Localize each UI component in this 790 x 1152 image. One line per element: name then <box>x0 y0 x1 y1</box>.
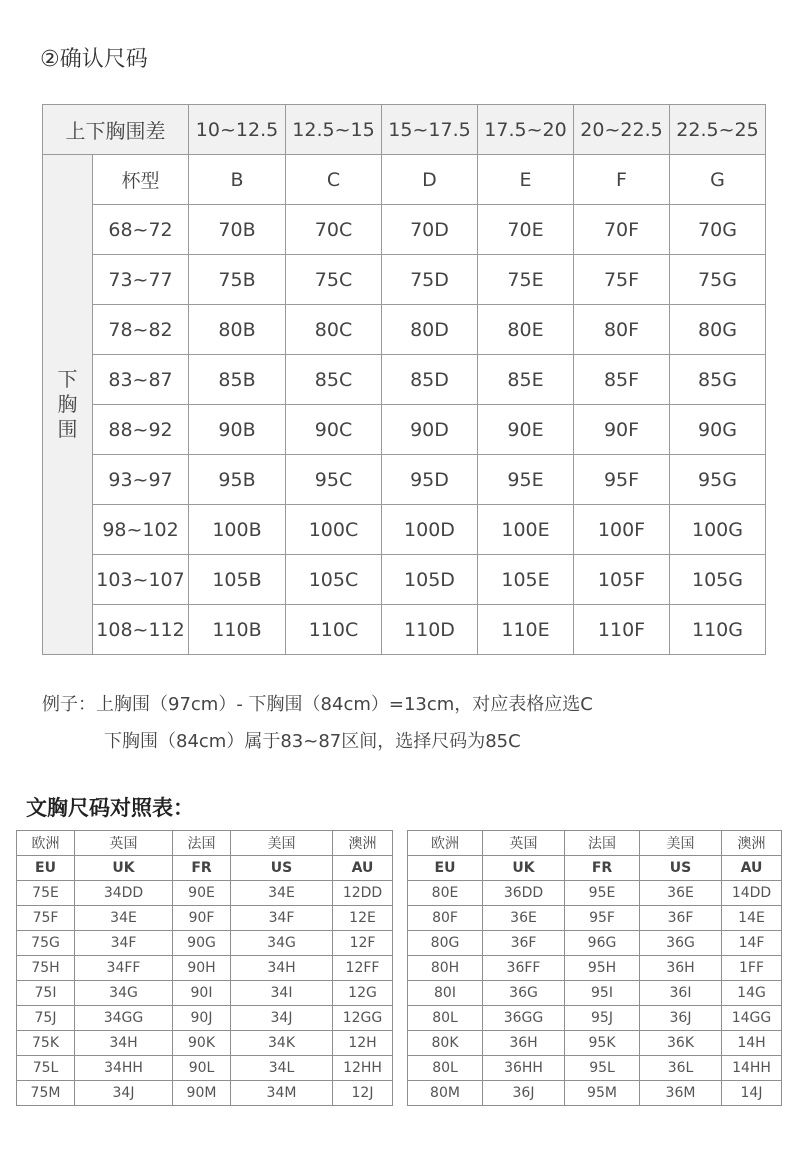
size-cell: 105F <box>574 555 670 605</box>
size-cell: 105C <box>286 555 382 605</box>
compare-row <box>17 881 393 906</box>
compare-row <box>408 1006 782 1031</box>
compare-cell: 36K <box>640 1031 722 1056</box>
example-line-1: 例子：上胸围（97cm）- 下胸围（84cm）=13cm，对应表格应选C <box>42 694 593 715</box>
range-header-label: 上下胸围差 <box>43 105 189 155</box>
compare-cell: 90J <box>173 1006 231 1031</box>
size-cell: 85E <box>478 355 574 405</box>
size-row <box>43 355 766 405</box>
compare-cell: 12HH <box>333 1056 393 1081</box>
compare-cell: 36E <box>640 881 722 906</box>
compare-cell: 36HH <box>483 1056 565 1081</box>
cup-cell: F <box>574 155 670 205</box>
cup-cell: D <box>382 155 478 205</box>
region-header-cell: 法国 <box>565 831 640 856</box>
compare-cell: 95E <box>565 881 640 906</box>
compare-cell: 36F <box>483 931 565 956</box>
compare-cell: 80E <box>408 881 483 906</box>
cup-cell: E <box>478 155 574 205</box>
region-header-cell: 美国 <box>640 831 722 856</box>
compare-cell: 36H <box>483 1031 565 1056</box>
code-header-cell: UK <box>483 856 565 881</box>
compare-table-left <box>16 830 393 1106</box>
size-cell: 110G <box>670 605 766 655</box>
compare-cell: 34G <box>231 931 333 956</box>
compare-cell: 12FF <box>333 956 393 981</box>
compare-cell: 1FF <box>722 956 782 981</box>
band-cell: 73~77 <box>93 255 189 305</box>
size-cell: 95E <box>478 455 574 505</box>
cup-cell: G <box>670 155 766 205</box>
size-cell: 105D <box>382 555 478 605</box>
compare-cell: 36GG <box>483 1006 565 1031</box>
compare-cell: 75H <box>17 956 75 981</box>
size-cell: 90G <box>670 405 766 455</box>
size-cell: 70E <box>478 205 574 255</box>
cup-label: 杯型 <box>93 155 189 205</box>
band-cell: 78~82 <box>93 305 189 355</box>
code-header-cell: FR <box>173 856 231 881</box>
size-cell: 110D <box>382 605 478 655</box>
compare-cell: 14DD <box>722 881 782 906</box>
compare-cell: 80G <box>408 931 483 956</box>
compare-cell: 80M <box>408 1081 483 1106</box>
compare-cell: 14E <box>722 906 782 931</box>
compare-cell: 80K <box>408 1031 483 1056</box>
compare-row <box>17 931 393 956</box>
compare-cell: 14G <box>722 981 782 1006</box>
size-cell: 95G <box>670 455 766 505</box>
range-header-cell: 20~22.5 <box>574 105 670 155</box>
range-header-cell: 22.5~25 <box>670 105 766 155</box>
example-line-2: 下胸围（84cm）属于83~87区间，选择尺码为85C <box>104 731 521 752</box>
compare-cell: 34H <box>231 956 333 981</box>
size-cell: 75B <box>189 255 286 305</box>
size-row <box>43 255 766 305</box>
compare-cell: 95F <box>565 906 640 931</box>
code-header-row <box>17 856 393 881</box>
region-header-cell: 澳洲 <box>722 831 782 856</box>
compare-cell: 14HH <box>722 1056 782 1081</box>
compare-row <box>408 906 782 931</box>
size-cell: 95D <box>382 455 478 505</box>
compare-cell: 90H <box>173 956 231 981</box>
size-row <box>43 405 766 455</box>
compare-cell: 12F <box>333 931 393 956</box>
size-cell: 80F <box>574 305 670 355</box>
compare-row <box>408 931 782 956</box>
size-cell: 110F <box>574 605 670 655</box>
compare-cell: 34J <box>75 1081 173 1106</box>
underbust-side-label <box>43 155 93 655</box>
size-cell: 85F <box>574 355 670 405</box>
compare-cell: 90G <box>173 931 231 956</box>
compare-row <box>408 1056 782 1081</box>
compare-row <box>17 981 393 1006</box>
compare-cell: 36G <box>640 931 722 956</box>
compare-table-right <box>407 830 782 1106</box>
size-cell: 85D <box>382 355 478 405</box>
compare-cell: 75G <box>17 931 75 956</box>
region-header-cell: 美国 <box>231 831 333 856</box>
region-header-cell: 欧洲 <box>408 831 483 856</box>
compare-cell: 80L <box>408 1006 483 1031</box>
compare-cell: 34HH <box>75 1056 173 1081</box>
compare-cell: 95J <box>565 1006 640 1031</box>
size-cell: 95C <box>286 455 382 505</box>
compare-cell: 36M <box>640 1081 722 1106</box>
compare-cell: 36FF <box>483 956 565 981</box>
size-cell: 105G <box>670 555 766 605</box>
size-cell: 75C <box>286 255 382 305</box>
size-cell: 100G <box>670 505 766 555</box>
compare-cell: 34F <box>75 931 173 956</box>
size-cell: 90B <box>189 405 286 455</box>
compare-cell: 36DD <box>483 881 565 906</box>
size-row <box>43 205 766 255</box>
compare-cell: 34E <box>231 881 333 906</box>
compare-cell: 34FF <box>75 956 173 981</box>
size-table <box>42 104 766 655</box>
code-header-cell: EU <box>17 856 75 881</box>
size-cell: 85G <box>670 355 766 405</box>
region-header-cell: 澳洲 <box>333 831 393 856</box>
code-header-row <box>408 856 782 881</box>
size-cell: 85B <box>189 355 286 405</box>
code-header-cell: EU <box>408 856 483 881</box>
compare-cell: 34K <box>231 1031 333 1056</box>
region-header-cell: 欧洲 <box>17 831 75 856</box>
size-row <box>43 455 766 505</box>
compare-row <box>408 881 782 906</box>
code-header-cell: FR <box>565 856 640 881</box>
compare-cell: 34M <box>231 1081 333 1106</box>
range-header-cell: 15~17.5 <box>382 105 478 155</box>
size-cell: 80E <box>478 305 574 355</box>
code-header-cell: AU <box>333 856 393 881</box>
compare-cell: 95L <box>565 1056 640 1081</box>
code-header-cell: US <box>231 856 333 881</box>
compare-cell: 14F <box>722 931 782 956</box>
compare-cell: 95K <box>565 1031 640 1056</box>
compare-cell: 96G <box>565 931 640 956</box>
band-cell: 68~72 <box>93 205 189 255</box>
size-cell: 75F <box>574 255 670 305</box>
size-cell: 110B <box>189 605 286 655</box>
side-label-char: 围 <box>57 417 78 441</box>
compare-cell: 12H <box>333 1031 393 1056</box>
region-header-row <box>17 831 393 856</box>
compare-row <box>17 1006 393 1031</box>
compare-row <box>408 956 782 981</box>
size-cell: 105E <box>478 555 574 605</box>
size-cell: 75D <box>382 255 478 305</box>
band-cell: 83~87 <box>93 355 189 405</box>
compare-row <box>17 1081 393 1106</box>
range-header-row <box>43 105 766 155</box>
cup-cell: C <box>286 155 382 205</box>
cup-row <box>43 155 766 205</box>
compare-cell: 34J <box>231 1006 333 1031</box>
compare-cell: 75K <box>17 1031 75 1056</box>
band-cell: 98~102 <box>93 505 189 555</box>
size-cell: 75G <box>670 255 766 305</box>
size-cell: 95F <box>574 455 670 505</box>
compare-cell: 80H <box>408 956 483 981</box>
compare-row <box>408 1081 782 1106</box>
size-cell: 90F <box>574 405 670 455</box>
compare-cell: 14GG <box>722 1006 782 1031</box>
size-cell: 80G <box>670 305 766 355</box>
compare-cell: 34L <box>231 1056 333 1081</box>
region-header-row <box>408 831 782 856</box>
size-cell: 70G <box>670 205 766 255</box>
region-header-cell: 法国 <box>173 831 231 856</box>
compare-cell: 36L <box>640 1056 722 1081</box>
compare-cell: 75E <box>17 881 75 906</box>
compare-cell: 34F <box>231 906 333 931</box>
size-cell: 80C <box>286 305 382 355</box>
compare-cell: 90L <box>173 1056 231 1081</box>
size-row <box>43 555 766 605</box>
compare-cell: 34GG <box>75 1006 173 1031</box>
compare-cell: 12G <box>333 981 393 1006</box>
compare-cell: 80L <box>408 1056 483 1081</box>
compare-cell: 36J <box>640 1006 722 1031</box>
compare-cell: 95H <box>565 956 640 981</box>
example-notes <box>42 686 593 760</box>
size-row <box>43 305 766 355</box>
region-header-cell: 英国 <box>483 831 565 856</box>
compare-cell: 90K <box>173 1031 231 1056</box>
compare-title: 文胸尺码对照表： <box>26 796 194 820</box>
compare-cell: 34I <box>231 981 333 1006</box>
compare-cell: 34G <box>75 981 173 1006</box>
compare-row <box>17 1031 393 1056</box>
compare-cell: 36G <box>483 981 565 1006</box>
compare-row <box>17 906 393 931</box>
range-header-cell: 10~12.5 <box>189 105 286 155</box>
size-cell: 100C <box>286 505 382 555</box>
size-cell: 90D <box>382 405 478 455</box>
compare-cell: 80I <box>408 981 483 1006</box>
size-cell: 70F <box>574 205 670 255</box>
range-header-cell: 12.5~15 <box>286 105 382 155</box>
side-label-char: 下 <box>57 367 78 391</box>
size-cell: 90C <box>286 405 382 455</box>
compare-cell: 34E <box>75 906 173 931</box>
size-cell: 100E <box>478 505 574 555</box>
side-label-char: 胸 <box>57 392 78 416</box>
code-header-cell: UK <box>75 856 173 881</box>
size-cell: 80B <box>189 305 286 355</box>
range-header-cell: 17.5~20 <box>478 105 574 155</box>
compare-cell: 75F <box>17 906 75 931</box>
compare-cell: 80F <box>408 906 483 931</box>
size-row <box>43 605 766 655</box>
compare-cell: 95M <box>565 1081 640 1106</box>
size-cell: 70D <box>382 205 478 255</box>
compare-cell: 75L <box>17 1056 75 1081</box>
size-cell: 110E <box>478 605 574 655</box>
band-cell: 93~97 <box>93 455 189 505</box>
compare-cell: 95I <box>565 981 640 1006</box>
compare-cell: 36I <box>640 981 722 1006</box>
size-cell: 105B <box>189 555 286 605</box>
size-cell: 100D <box>382 505 478 555</box>
compare-cell: 75J <box>17 1006 75 1031</box>
cup-cell: B <box>189 155 286 205</box>
region-header-cell: 英国 <box>75 831 173 856</box>
size-cell: 100F <box>574 505 670 555</box>
compare-row <box>408 1031 782 1056</box>
size-cell: 110C <box>286 605 382 655</box>
compare-cell: 12GG <box>333 1006 393 1031</box>
compare-cell: 34H <box>75 1031 173 1056</box>
compare-cell: 90M <box>173 1081 231 1106</box>
code-header-cell: US <box>640 856 722 881</box>
compare-cell: 36F <box>640 906 722 931</box>
compare-cell: 90I <box>173 981 231 1006</box>
size-cell: 100B <box>189 505 286 555</box>
compare-cell: 75M <box>17 1081 75 1106</box>
compare-cell: 90E <box>173 881 231 906</box>
section-title: ②确认尺码 <box>40 47 148 72</box>
compare-cell: 36E <box>483 906 565 931</box>
compare-cell: 90F <box>173 906 231 931</box>
code-header-cell: AU <box>722 856 782 881</box>
compare-row <box>408 981 782 1006</box>
size-cell: 70C <box>286 205 382 255</box>
compare-cell: 36H <box>640 956 722 981</box>
compare-cell: 12E <box>333 906 393 931</box>
size-cell: 85C <box>286 355 382 405</box>
size-row <box>43 505 766 555</box>
compare-cell: 14H <box>722 1031 782 1056</box>
band-cell: 88~92 <box>93 405 189 455</box>
compare-cell: 34DD <box>75 881 173 906</box>
compare-cell: 12DD <box>333 881 393 906</box>
compare-cell: 14J <box>722 1081 782 1106</box>
size-cell: 90E <box>478 405 574 455</box>
compare-cell: 75I <box>17 981 75 1006</box>
size-cell: 80D <box>382 305 478 355</box>
compare-cell: 12J <box>333 1081 393 1106</box>
compare-row <box>17 1056 393 1081</box>
compare-row <box>17 956 393 981</box>
size-cell: 95B <box>189 455 286 505</box>
band-cell: 103~107 <box>93 555 189 605</box>
compare-cell: 36J <box>483 1081 565 1106</box>
size-cell: 75E <box>478 255 574 305</box>
size-cell: 70B <box>189 205 286 255</box>
band-cell: 108~112 <box>93 605 189 655</box>
